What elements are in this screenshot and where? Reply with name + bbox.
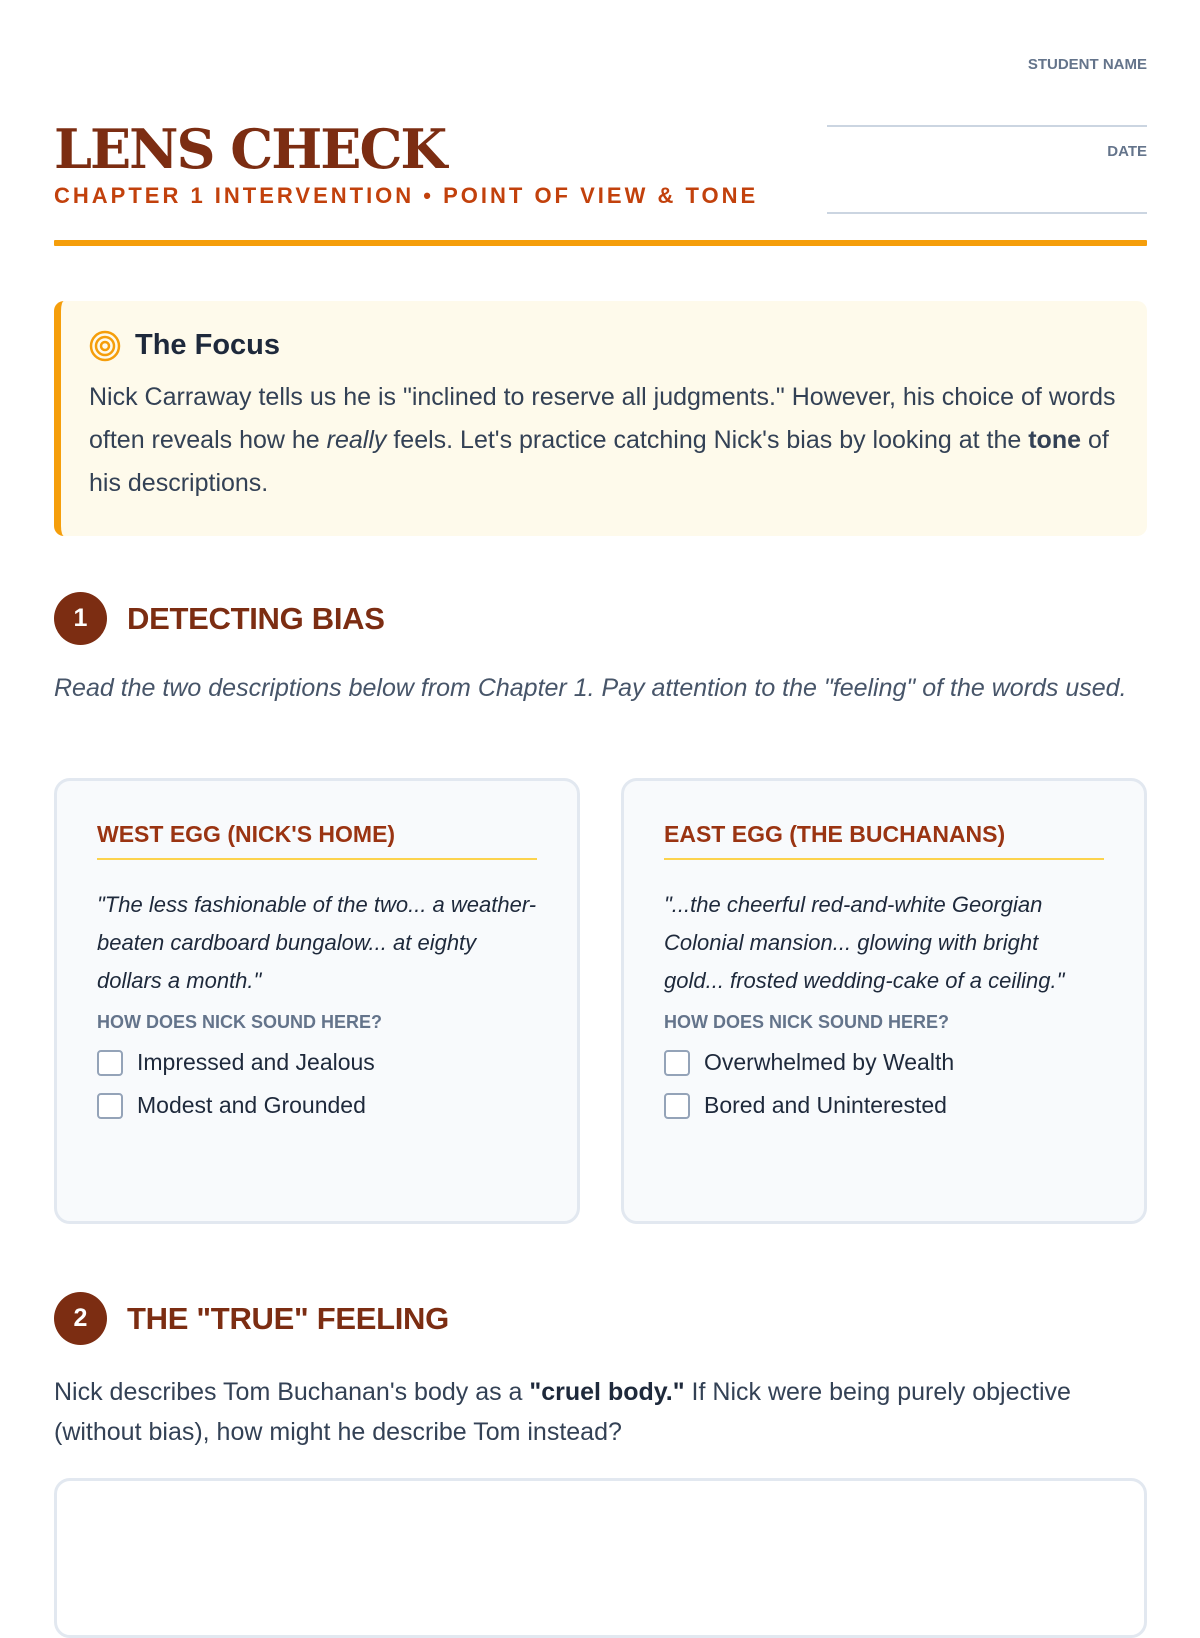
date-label: DATE — [1107, 143, 1147, 160]
page-title: LENS CHECK — [54, 117, 446, 181]
card-title: EAST EGG (THE BUCHANANS) — [664, 821, 1104, 860]
section-title: DETECTING BIAS — [127, 600, 385, 636]
card-quote: "...the cheerful red-and-white Georgian Colonial mansion... glowing with bright gold... frosted wedding-cake of a ceiling." — [664, 892, 1065, 993]
focus-title: The Focus — [135, 329, 281, 361]
section-title: THE "TRUE" FEELING — [127, 1300, 449, 1336]
student-name-label: STUDENT NAME — [1027, 56, 1147, 73]
date-field[interactable] — [827, 212, 1147, 214]
card-quote: "The less fashionable of the two... a weather-beaten cardboard bungalow... at eighty dollars a month." — [97, 892, 537, 993]
checkbox[interactable] — [97, 1050, 123, 1076]
header — [54, 0, 1147, 249]
card-question: HOW DOES NICK SOUND HERE? — [664, 1012, 950, 1032]
checkbox[interactable] — [664, 1093, 690, 1119]
section-1-instructions: Read the two descriptions below from Chapter 1. Pay attention to the "feeling" of the words used. — [54, 674, 1127, 702]
option-label: Modest and Grounded — [137, 1092, 366, 1118]
page-subtitle: CHAPTER 1 INTERVENTION • POINT OF VIEW & TONE — [54, 183, 759, 208]
target-icon — [89, 330, 121, 362]
option-label: Impressed and Jealous — [137, 1049, 375, 1075]
section-number-badge: 2 — [54, 1292, 107, 1345]
focus-text: Nick Carraway tells us he is "inclined to reserve all judgments." However, his choice of words often reveals how he really feels. Let's practice catching Nick's bias by looking at the tone of his descriptions. — [89, 383, 1116, 497]
option-bored-uninterested[interactable] — [664, 1092, 1104, 1119]
focus-callout — [54, 301, 1147, 536]
section-1-heading — [54, 592, 385, 645]
east-egg-card — [621, 778, 1147, 1224]
option-label: Bored and Uninterested — [704, 1092, 947, 1118]
answer-box[interactable] — [54, 1478, 1147, 1638]
checkbox[interactable] — [97, 1093, 123, 1119]
card-title: WEST EGG (NICK'S HOME) — [97, 821, 537, 860]
option-overwhelmed-wealth[interactable] — [664, 1049, 1104, 1076]
card-question: HOW DOES NICK SOUND HERE? — [97, 1012, 383, 1032]
option-modest-grounded[interactable] — [97, 1092, 537, 1119]
section-2-prompt: Nick describes Tom Buchanan's body as a "cruel body." If Nick were being purely objective (without bias), how might he describe Tom instead? — [54, 1378, 1071, 1446]
section-2-heading — [54, 1292, 449, 1345]
option-impressed-jealous[interactable] — [97, 1049, 537, 1076]
section-number-badge: 1 — [54, 592, 107, 645]
checkbox[interactable] — [664, 1050, 690, 1076]
west-egg-card — [54, 778, 580, 1224]
option-label: Overwhelmed by Wealth — [704, 1049, 955, 1075]
student-name-field[interactable] — [827, 125, 1147, 127]
header-divider — [54, 240, 1147, 246]
